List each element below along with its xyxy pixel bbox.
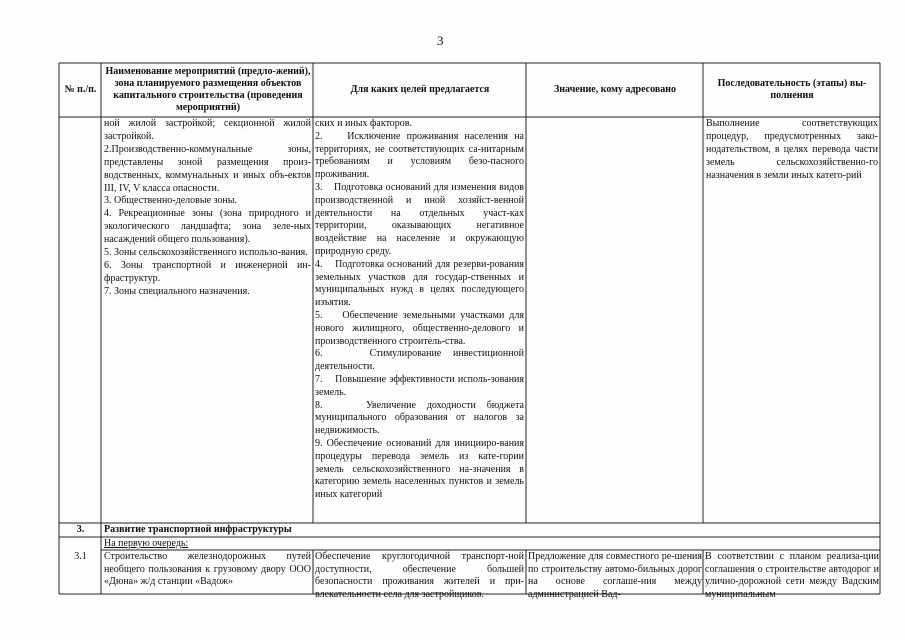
- section-title: Развитие транспортной инфраструктуры: [104, 524, 292, 535]
- item-value-text: Предложение для совместного ре-шения по строительству автомо-бильных дорог на основе соглаше-ния между администрацией Вад-: [528, 551, 702, 600]
- item-sequence: [705, 551, 879, 600]
- item-sequence-text: В соответствии с планом реализа-ции соглашения о строительстве автодорог и улично-дорожной сети между Вадским муниципальным: [705, 551, 879, 600]
- header-purpose: Для каких целей предлагается: [350, 84, 490, 95]
- zone-item: 4. Рекреационные зоны (зона природного и экологического ландшафта; зона зеле-ных насаждений общего пользования).: [104, 208, 311, 246]
- item-name-text: Строительство железнодорожных путей необщего пользования к грузовому двору ООО «Дюна» ж/д станции «Вадож»: [104, 551, 311, 588]
- purpose-item: 6. Стимулирование инвестиционной деятельности.: [315, 348, 524, 373]
- purpose-item: 8. Увеличение доходности бюджета муниципального образования от налогов за недвижимость.: [315, 399, 524, 437]
- purpose-item: 7. Повышение эффективности исполь-зования земель.: [315, 373, 524, 398]
- sequence-cell: [706, 118, 878, 183]
- item-value: [528, 551, 702, 600]
- purpose-item: 3. Подготовка оснований для изменения видов производственной и иной хозяйст-венной деятельности на отдельных участ-ках территории, оказывающих негативное воздействие на население и окружающую природную среду.: [315, 181, 524, 257]
- zone-item: 2.Производственно-коммунальные зоны, представлены зоной размещения произ-водственных, коммунальных и иных объ-ектов III, IV, V класса опасности.: [104, 143, 311, 194]
- item-num: 3.1: [74, 551, 87, 562]
- header-sequence: Последовательность (этапы) вы-полнения: [717, 78, 867, 101]
- stage-label: На первую очередь:: [104, 538, 189, 549]
- section-num: 3.: [76, 524, 85, 535]
- header-num: № п./п.: [64, 84, 97, 95]
- zone-item: 3. Общественно-деловые зоны.: [104, 195, 237, 207]
- header-value: Значение, кому адресовано: [554, 84, 676, 95]
- item-purpose-text: Обеспечение круглогодичной транспорт-ной доступности, обеспечение большей безопасности проживания жителей и при-влекательности села для застройщиков.: [315, 551, 524, 600]
- page-number: 3: [437, 33, 444, 48]
- header-name: Наименование мероприятий (предло-жений), зона планируемого размещения объектов капитального строительства (проведения мероприятий): [105, 66, 311, 113]
- item-purpose: [315, 551, 524, 600]
- zone-item: 6. Зоны транспортной и инженерной ин-фраструктур.: [104, 259, 311, 284]
- purpose-item: ских и иных факторов.: [315, 118, 413, 129]
- zone-item: 7. Зоны специального назначения.: [104, 285, 250, 297]
- sequence-text: Выполнение соответствующих процедур, предусмотренных зако-нодательством, в целях перевода части земель сельскохозяйственно-го назначения в земли иных катего-рий: [706, 118, 878, 181]
- purpose-item: 4. Подготовка оснований для резерви-рования земельных участков для государ-ственных и муниципальных нужд в целях последующего изъятия.: [315, 258, 524, 309]
- zone-item: 5. Зоны сельскохозяйственного использо-вания.: [104, 247, 308, 259]
- zone-item: ной жилой застройкой; секционной жилой застройкой.: [104, 118, 311, 142]
- purpose-item: 5. Обеспечение земельными участками для нового жилищного, общественно-делового и производственного строитель-ства.: [315, 309, 524, 347]
- purpose-item: 9. Обеспечение оснований для иницииро-вания процедуры перевода земель из кате-гории земель сельскохозяйственного на-значения в категорию земель населенных пунктов и земель иных категорий: [315, 437, 524, 501]
- purposes-cell: [315, 118, 524, 502]
- purpose-item: 2. Исключение проживания населения на территориях, не соответствующих са-нитарным требованиям и условиям безо-пасного проживания.: [315, 130, 524, 181]
- item-name: [104, 551, 311, 593]
- zones-cell: [104, 118, 311, 299]
